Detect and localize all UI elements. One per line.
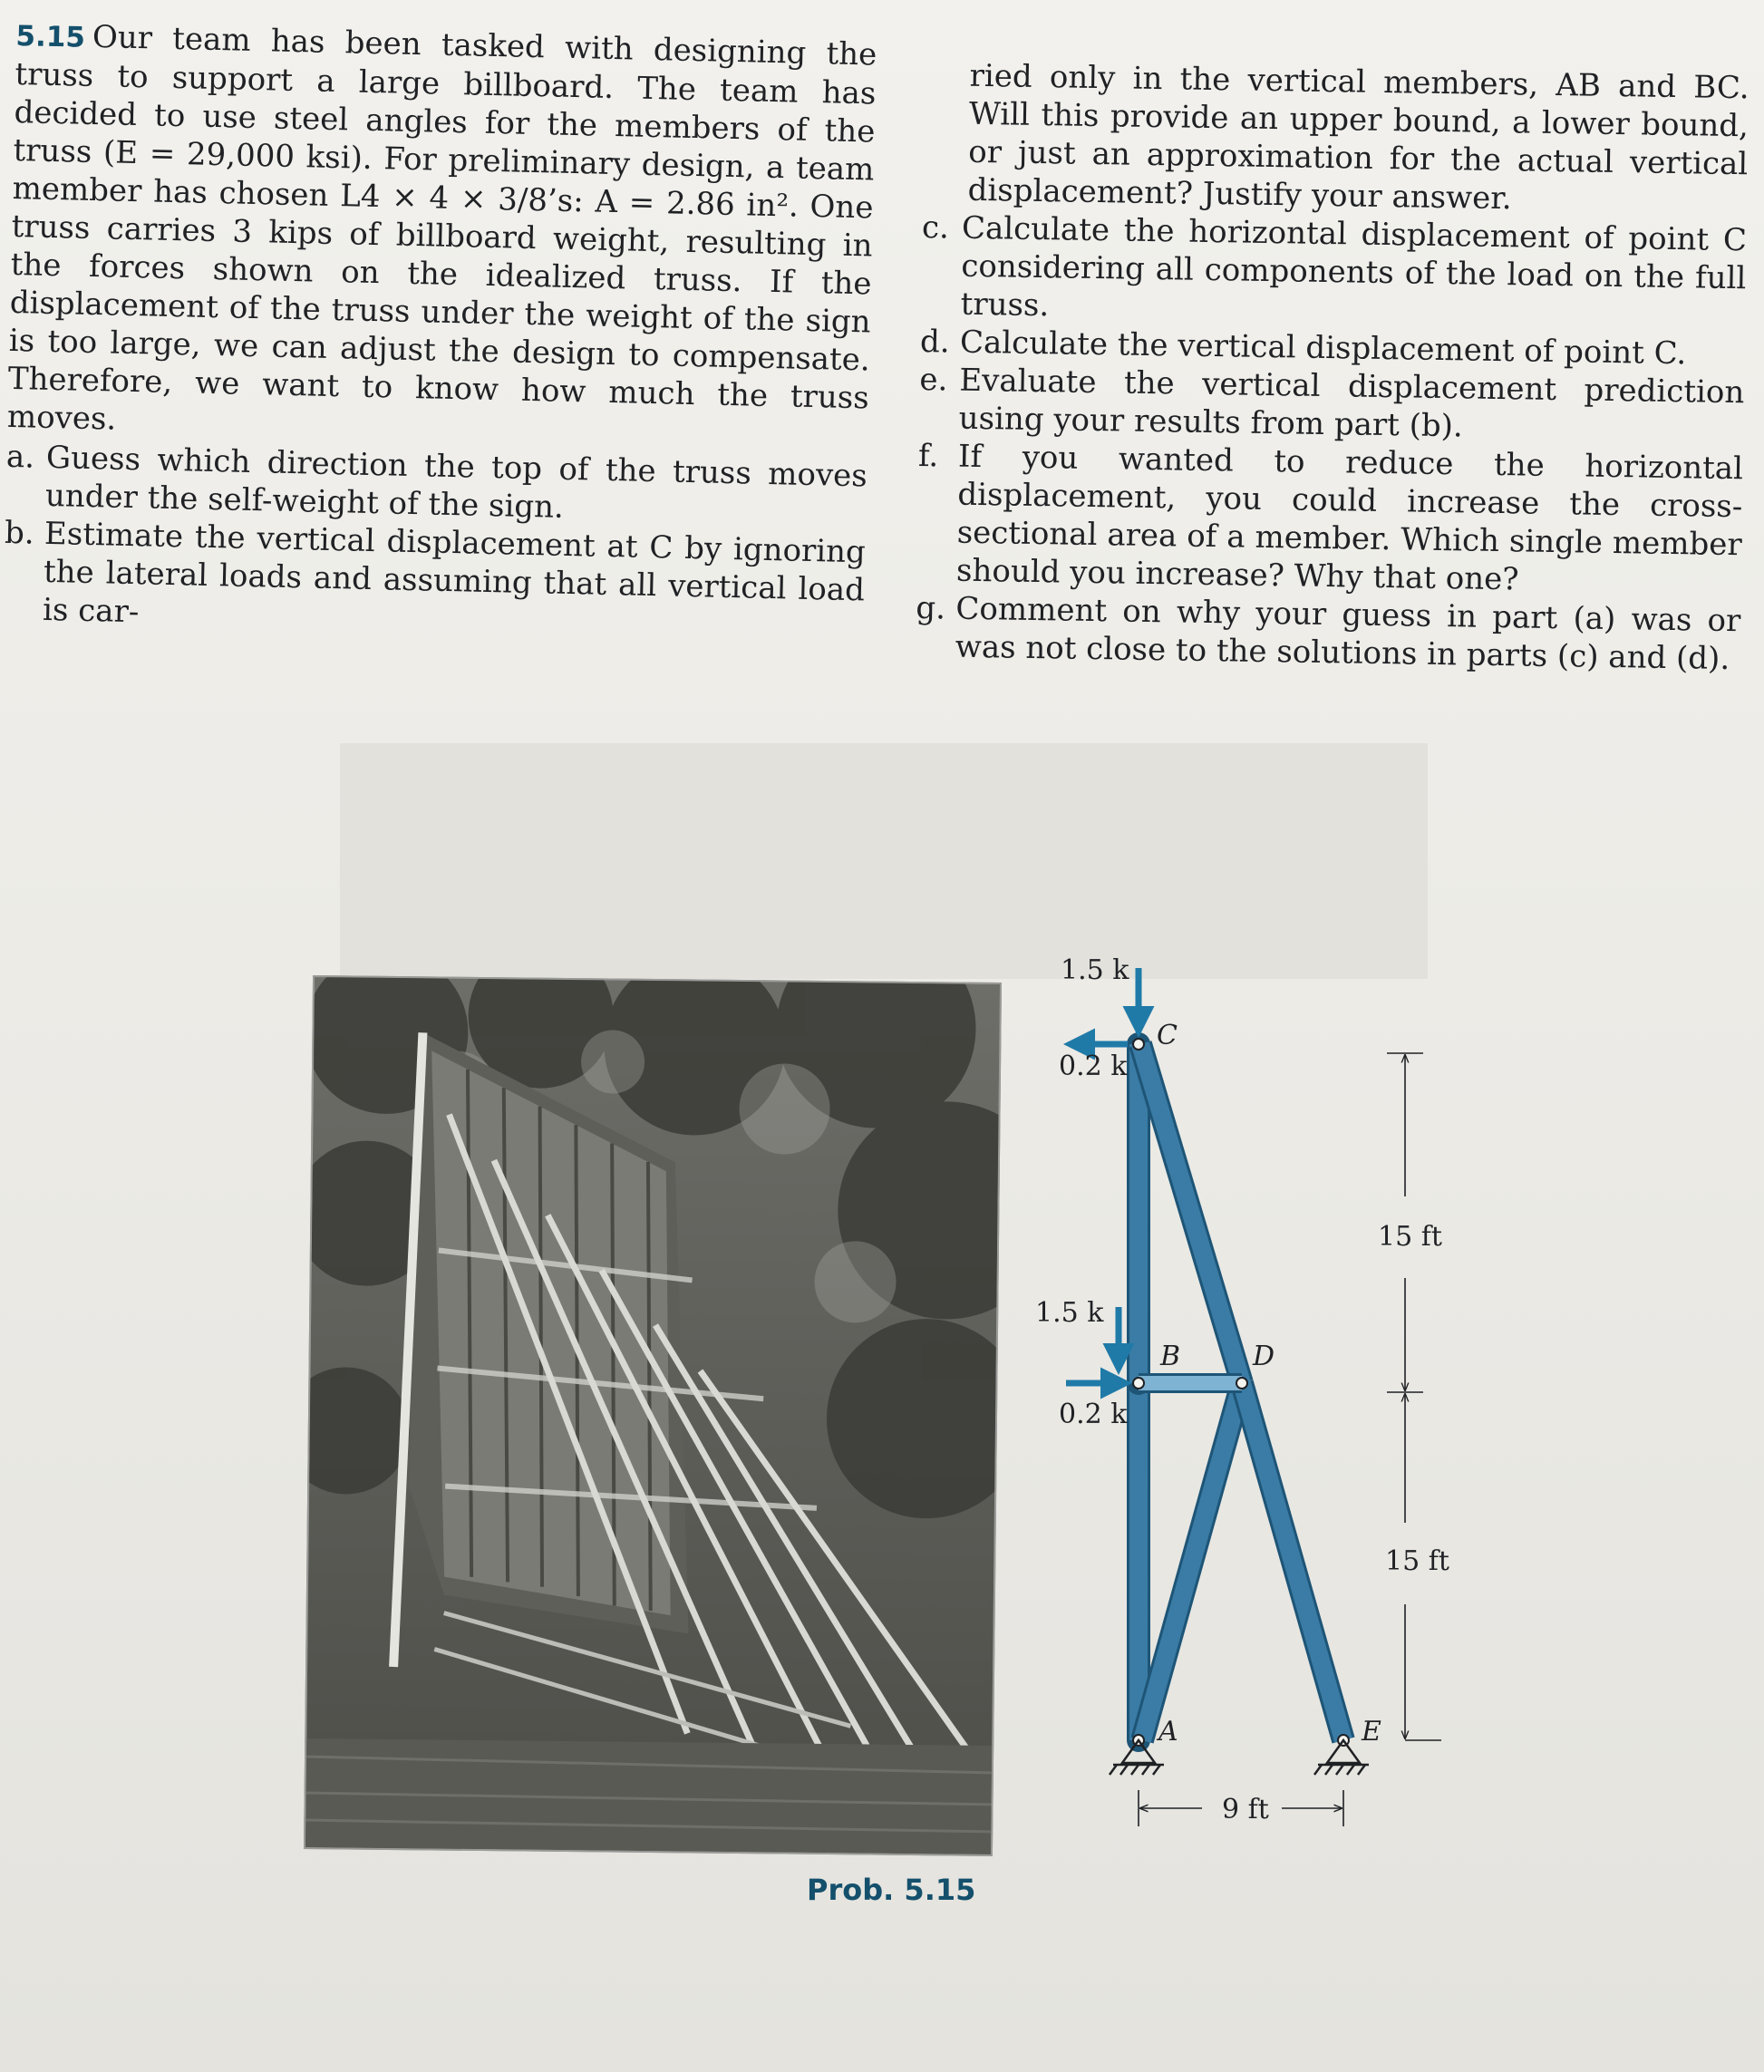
- billboard-photo-drawing: [305, 977, 1000, 1854]
- figure-caption: Prob. 5.15: [807, 1873, 976, 1907]
- billboard-photo: [304, 975, 1002, 1856]
- part-b-continued: ried only in the vertical members, AB and BC. Will this provide an upper bound, a lower bound, or just an approximation for the actual vertical displacement? Justify your answer.: [967, 57, 1749, 218]
- part-c: [920, 208, 1747, 335]
- part-label: e.: [919, 361, 948, 399]
- part-b: [3, 514, 867, 648]
- part-f: [916, 437, 1744, 602]
- part-text: Comment on why your guess in part (a) was or was not close to the solutions in parts (c) and (d).: [955, 590, 1741, 678]
- part-text: Estimate the vertical displacement at C by ignoring the lateral loads and assuming that all vertical load is car-: [42, 515, 867, 631]
- joint-d: [1236, 1378, 1247, 1389]
- node-label-d: D: [1253, 1341, 1275, 1372]
- problem-intro: Our team has been tasked with designing the truss to support a large billboard. The team has decided to use steel angles for the members of the truss (E = 29,000 ksi). For preliminary design, a team member has chosen L4 × 4 × 3/8’s: A = 2.86 in². One truss carries 3 kips of billboard weight, resulting in the forces shown on the idealized truss. If the displacement of the truss under the weight of the sign is too large, we can adjust the design to compensate. Therefore, we want to know how much the truss moves.: [6, 18, 877, 438]
- load-label-top-vertical: 1.5 k: [1061, 954, 1129, 986]
- part-text: Calculate the horizontal displacement of point C considering all components of the load on the full truss.: [960, 209, 1748, 324]
- part-g: [915, 589, 1740, 678]
- node-label-c: C: [1157, 1020, 1178, 1051]
- part-label: d.: [919, 323, 950, 361]
- node-label-a: A: [1158, 1716, 1178, 1748]
- part-text: Evaluate the vertical displacement prediction using your results from part (b).: [958, 362, 1745, 445]
- part-text: Guess which direction the top of the truss moves under the self-weight of the sign.: [44, 439, 868, 526]
- load-label-top-horizontal: 0.2 k: [1059, 1051, 1128, 1082]
- part-e: [918, 361, 1744, 450]
- truss-members: [1139, 1044, 1343, 1740]
- part-label: f.: [917, 437, 939, 475]
- part-label: b.: [4, 514, 35, 552]
- truss-diagram: [1006, 943, 1514, 1840]
- problem-number: 5.15: [15, 19, 86, 54]
- dimension-base-width: 9 ft: [1222, 1794, 1269, 1825]
- problem-left-column: [3, 16, 877, 647]
- joint-b: [1133, 1378, 1144, 1389]
- part-text: If you wanted to reduce the horizontal displacement, you could increase the cross-sectional area of a member. Which single member should you increase? Why that one?: [955, 438, 1744, 598]
- part-label: g.: [916, 589, 946, 627]
- load-label-mid-horizontal: 0.2 k: [1059, 1399, 1128, 1430]
- node-label-b: B: [1160, 1341, 1181, 1372]
- load-label-mid-vertical: 1.5 k: [1035, 1297, 1104, 1329]
- joint-c: [1133, 1039, 1144, 1050]
- problem-right-column: [915, 56, 1749, 678]
- part-text: Calculate the vertical displacement of point C.: [959, 324, 1687, 373]
- node-label-e: E: [1362, 1716, 1381, 1748]
- part-label: a.: [5, 438, 35, 476]
- part-label: c.: [921, 208, 950, 247]
- dimension-upper-height: 15 ft: [1378, 1221, 1442, 1253]
- dimension-lower-height: 15 ft: [1385, 1545, 1449, 1577]
- problem-statement: [6, 16, 877, 455]
